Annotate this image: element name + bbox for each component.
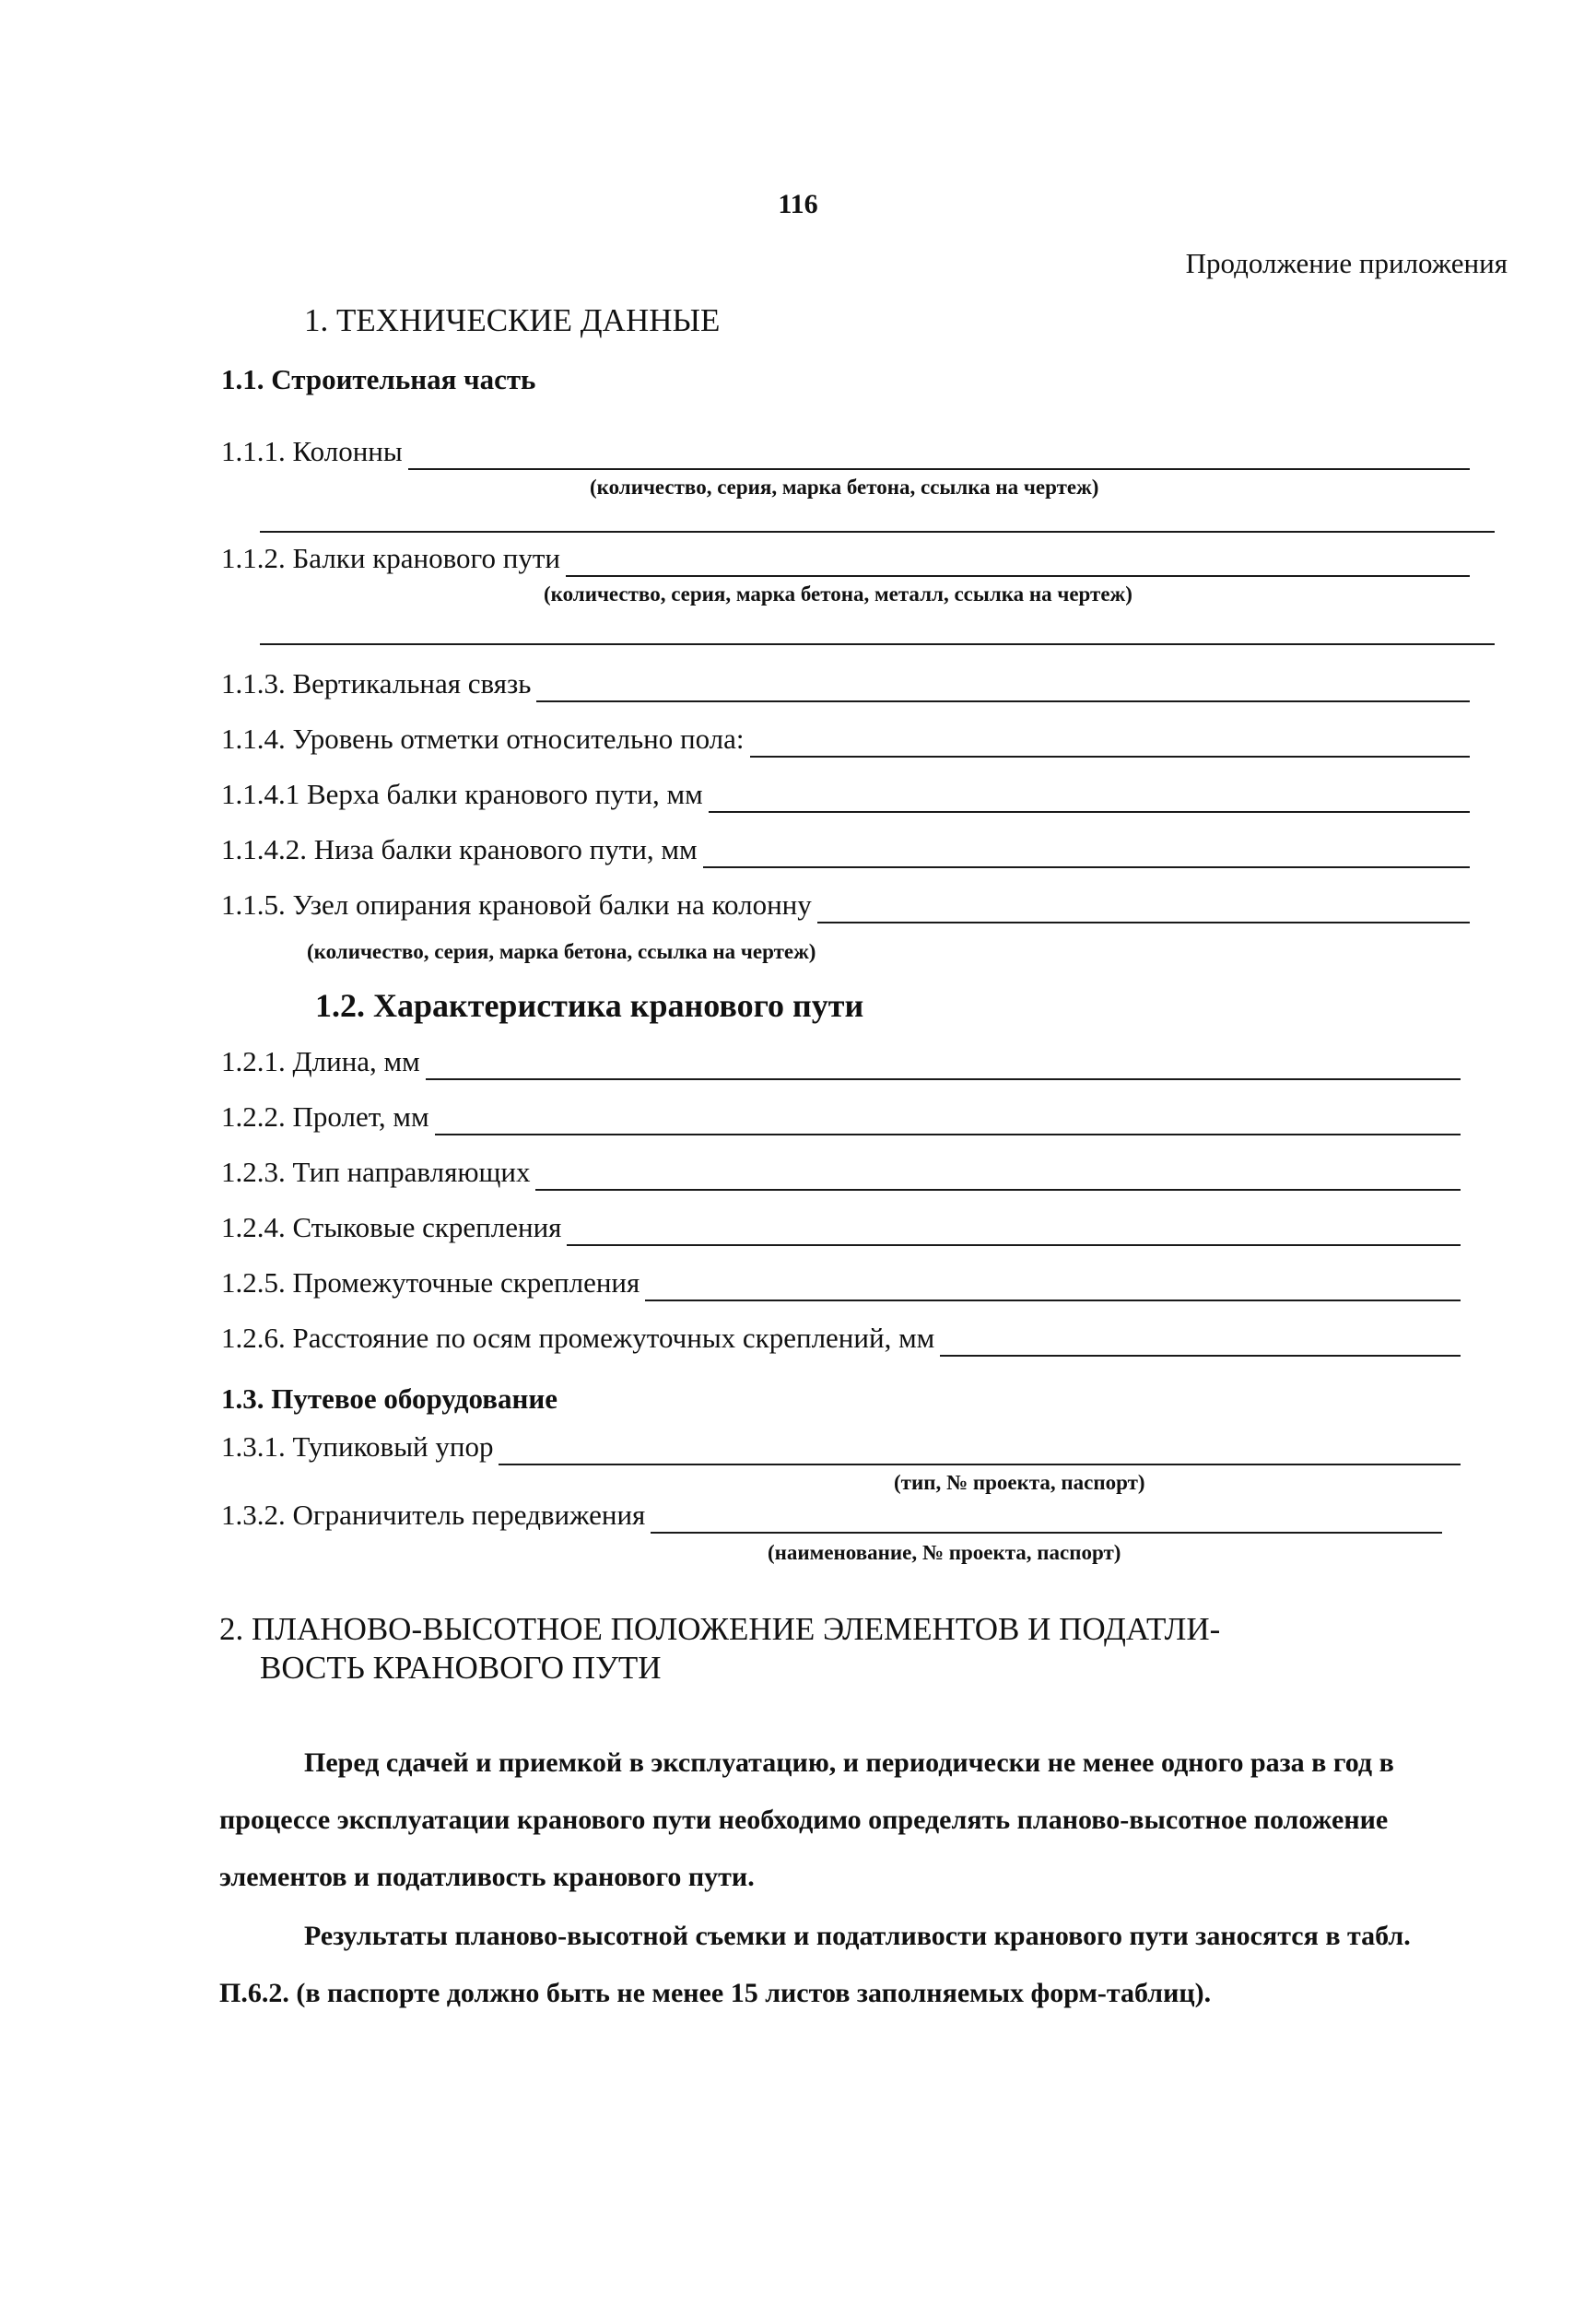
field-rail-type	[221, 1154, 1461, 1191]
field-travel-limiter-input-line[interactable]	[651, 1504, 1442, 1534]
subsection-1-3-title: 1.3. Путевое оборудование	[221, 1382, 557, 1415]
field-joint-fastenings-input-line[interactable]	[567, 1217, 1461, 1246]
field-beam-bottom-input-line[interactable]	[703, 839, 1470, 868]
field-beams-label: 1.1.2. Балки кранового пути	[221, 542, 560, 574]
field-columns-label: 1.1.1. Колонны	[221, 435, 403, 467]
section-2-title-line1: 2. ПЛАНОВО-ВЫСОТНОЕ ПОЛОЖЕНИЕ ЭЛЕМЕНТОВ И ПОДАТЛИ-	[219, 1611, 1221, 1647]
field-span	[221, 1099, 1461, 1135]
field-beams-hint: (количество, серия, марка бетона, металл, ссылка на чертеж)	[544, 582, 1132, 606]
field-beam-bottom	[221, 831, 1470, 868]
field-support-node-hint: (количество, серия, марка бетона, ссылка на чертеж)	[307, 940, 816, 963]
subsection-1-2-title: 1.2. Характеристика кранового пути	[315, 987, 864, 1024]
field-beam-top-input-line[interactable]	[709, 783, 1470, 813]
field-travel-limiter-hint: (наименование, № проекта, паспорт)	[768, 1541, 1121, 1564]
field-travel-limiter-label: 1.3.2. Ограничитель передвижения	[221, 1499, 646, 1531]
field-columns-hint: (количество, серия, марка бетона, ссылка на чертеж)	[590, 476, 1099, 499]
field-support-node-input-line[interactable]	[817, 894, 1470, 923]
field-buffer-stop-hint: (тип, № проекта, паспорт)	[894, 1471, 1145, 1494]
field-beam-top	[221, 776, 1470, 813]
section-2-paragraph-2: Результаты планово-высотной съемки и податливости кранового пути заносятся в табл. П.6.2. (в паспорте должно быть не менее 15 листов заполняемых форм-таблиц).	[219, 1921, 1411, 2008]
field-beams	[221, 540, 1470, 577]
section-2-paragraph-1: Перед сдачей и приемкой в эксплуатацию, и периодически не менее одного раза в год в процессе эксплуатации кранового пути необходимо определять планово-высотное положение элементов и податливость кранового пути.	[219, 1747, 1394, 1892]
field-length-label: 1.2.1. Длина, мм	[221, 1045, 420, 1077]
section-1-title: 1. ТЕХНИЧЕСКИЕ ДАННЫЕ	[304, 302, 721, 338]
field-buffer-stop	[221, 1429, 1461, 1465]
field-level	[221, 721, 1470, 758]
field-level-input-line[interactable]	[750, 728, 1470, 758]
field-columns	[221, 433, 1470, 470]
field-span-input-line[interactable]	[435, 1106, 1461, 1135]
field-rail-type-label: 1.2.3. Тип направляющих	[221, 1156, 531, 1188]
subsection-1-1-title: 1.1. Строительная часть	[221, 363, 536, 395]
field-vertical-bracing-label: 1.1.3. Вертикальная связь	[221, 667, 532, 700]
field-span-label: 1.2.2. Пролет, мм	[221, 1100, 429, 1133]
field-buffer-stop-input-line[interactable]	[499, 1436, 1461, 1465]
field-intermediate-fastenings	[221, 1264, 1461, 1301]
field-support-node	[221, 887, 1470, 923]
field-intermediate-fastenings-label: 1.2.5. Промежуточные скрепления	[221, 1266, 640, 1299]
field-fastening-spacing-input-line[interactable]	[940, 1327, 1461, 1357]
field-beams-input-line[interactable]	[566, 547, 1470, 577]
field-rail-type-input-line[interactable]	[535, 1161, 1461, 1191]
field-level-label: 1.1.4. Уровень отметки относительно пола:	[221, 723, 745, 755]
page-number: 116	[778, 189, 818, 219]
field-beam-top-label: 1.1.4.1 Верха балки кранового пути, мм	[221, 778, 703, 810]
field-buffer-stop-label: 1.3.1. Тупиковый упор	[221, 1430, 494, 1463]
field-support-node-label: 1.1.5. Узел опирания крановой балки на колонну	[221, 888, 812, 921]
extra-input-line[interactable]	[260, 531, 1495, 533]
field-joint-fastenings	[221, 1209, 1461, 1246]
field-joint-fastenings-label: 1.2.4. Стыковые скрепления	[221, 1211, 562, 1243]
field-intermediate-fastenings-input-line[interactable]	[645, 1272, 1461, 1301]
field-travel-limiter	[221, 1497, 1442, 1534]
section-2-title-line2: ВОСТЬ КРАНОВОГО ПУТИ	[260, 1650, 662, 1686]
field-columns-input-line[interactable]	[408, 441, 1470, 470]
field-fastening-spacing-label: 1.2.6. Расстояние по осям промежуточных скреплений, мм	[221, 1322, 935, 1354]
field-beam-bottom-label: 1.1.4.2. Низа балки кранового пути, мм	[221, 833, 698, 865]
field-length	[221, 1043, 1461, 1080]
field-length-input-line[interactable]	[426, 1051, 1461, 1080]
field-vertical-bracing-input-line[interactable]	[536, 673, 1470, 702]
extra-input-line[interactable]	[260, 643, 1495, 645]
continuation-note: Продолжение приложения	[1185, 247, 1508, 279]
field-vertical-bracing	[221, 665, 1470, 702]
field-fastening-spacing	[221, 1320, 1461, 1357]
